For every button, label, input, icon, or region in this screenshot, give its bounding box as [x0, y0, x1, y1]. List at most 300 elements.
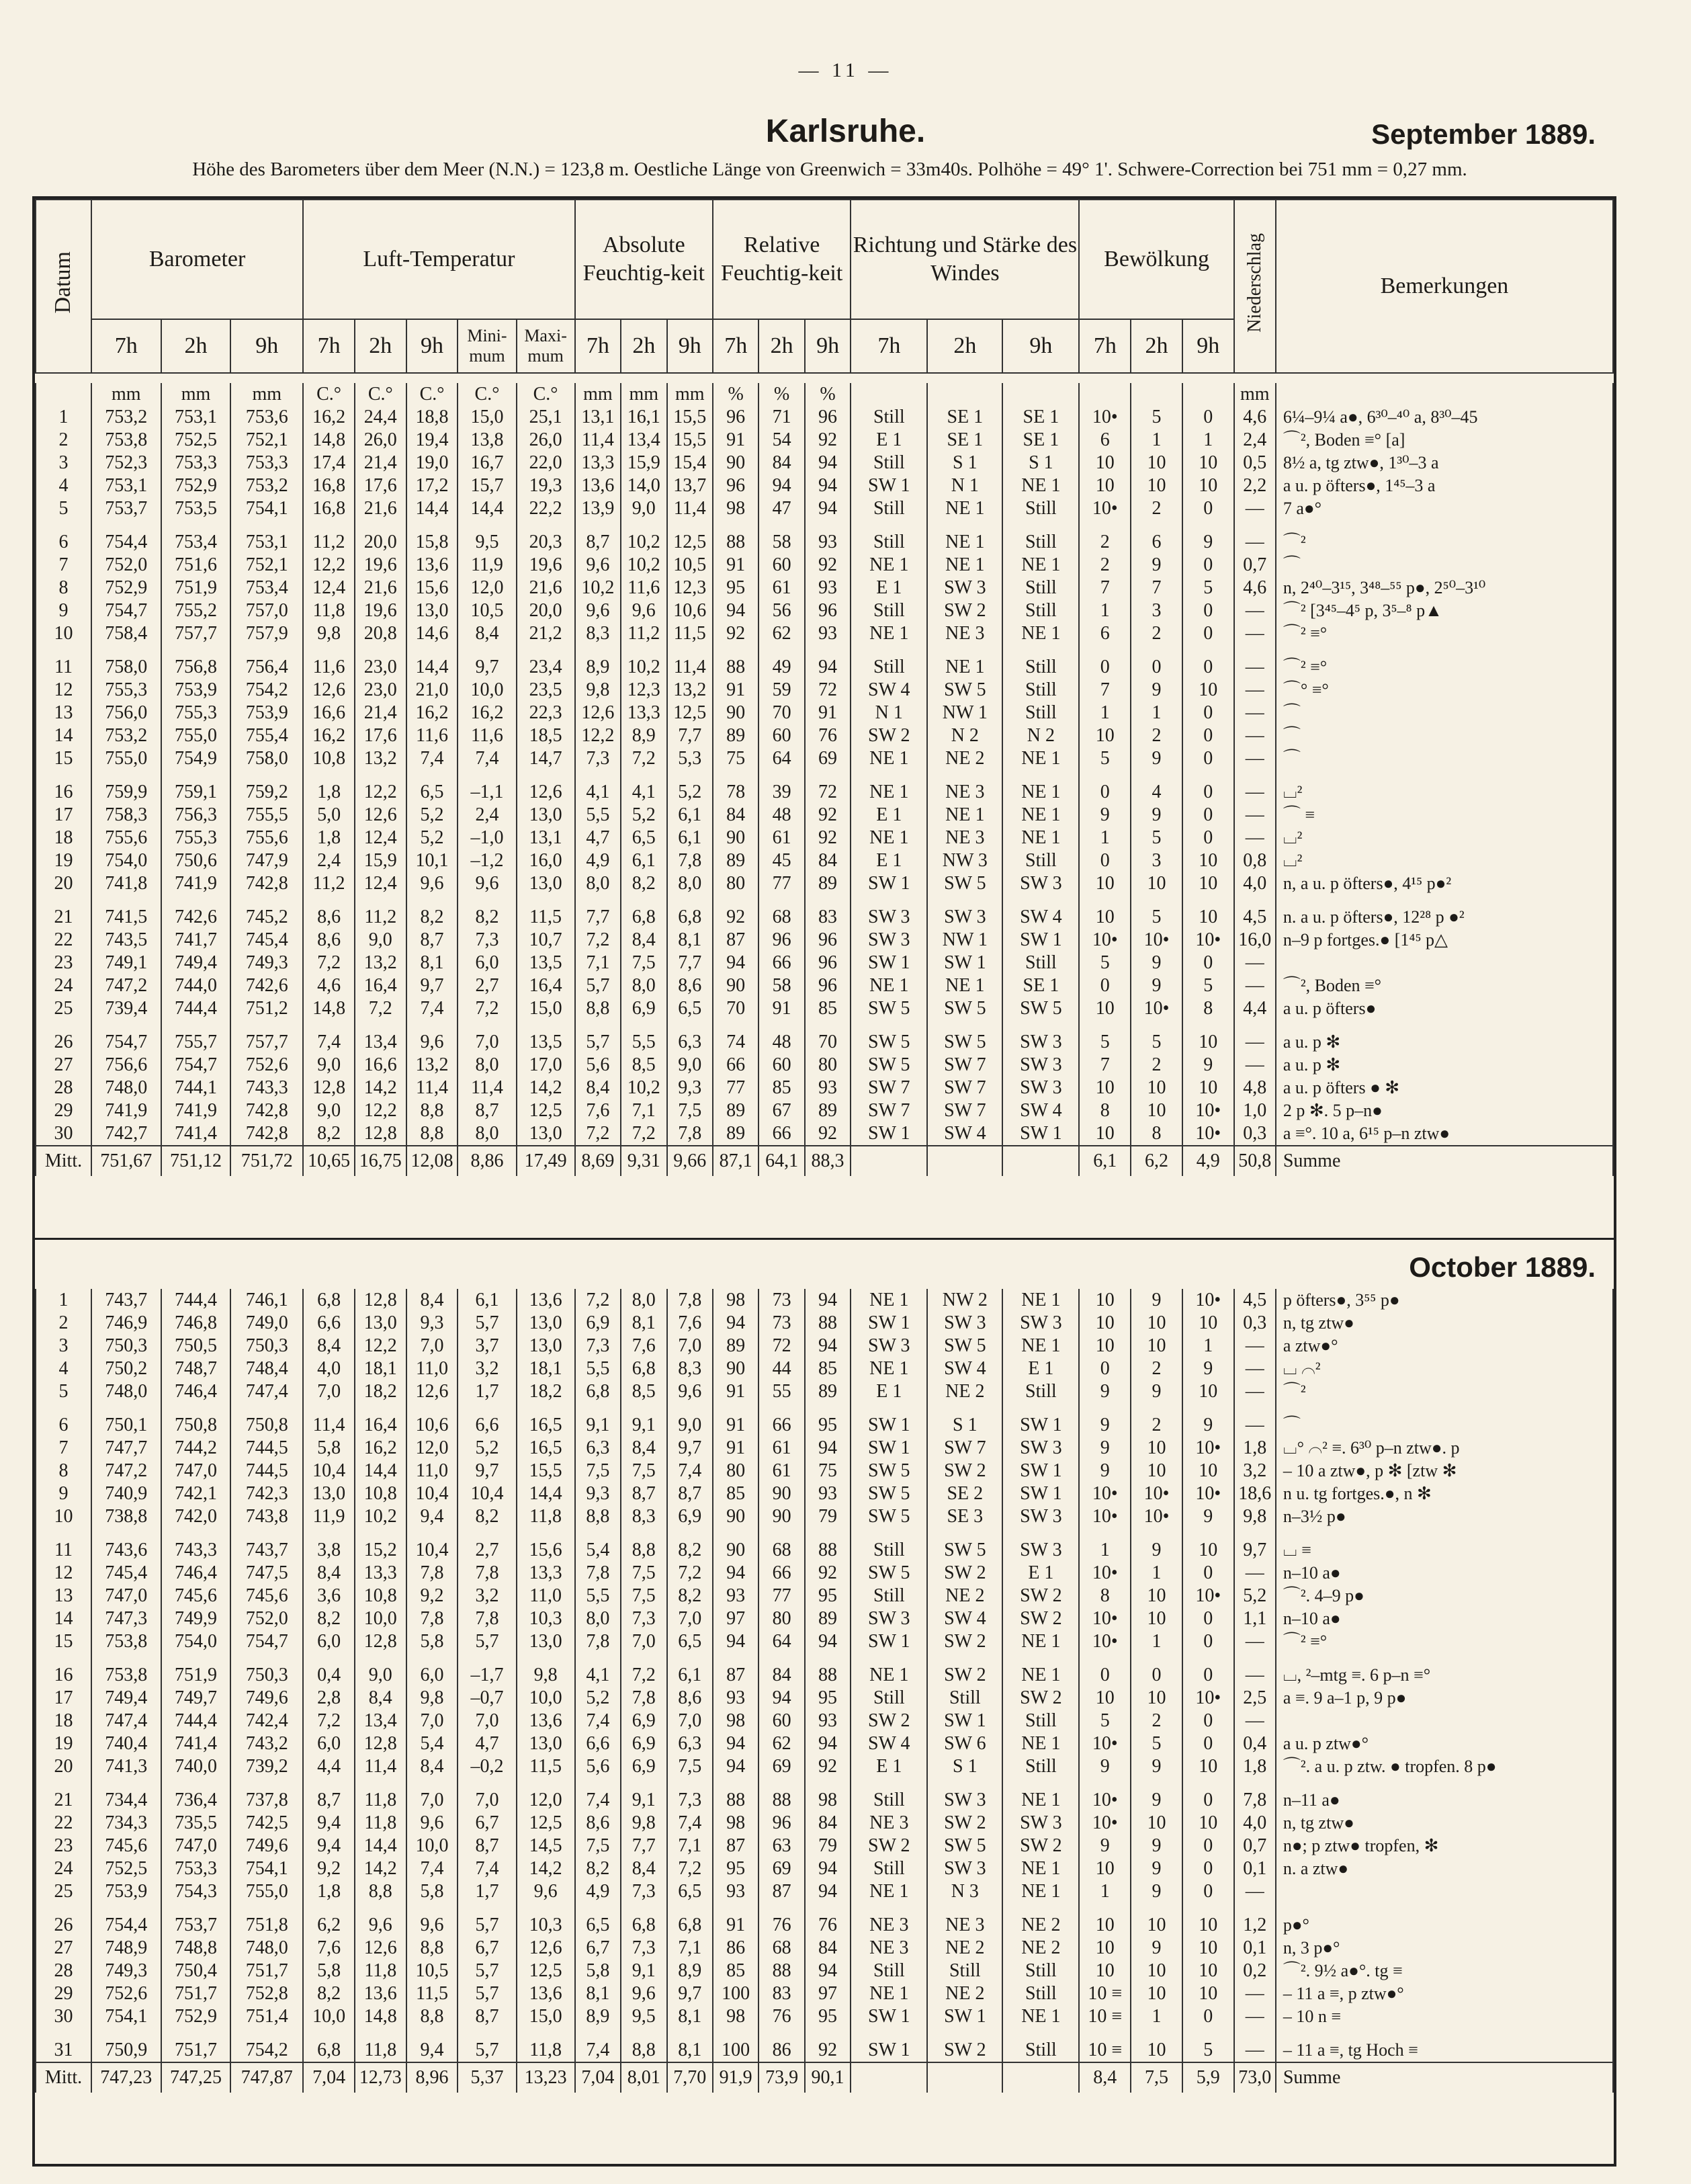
value-cell: 94 — [805, 1289, 851, 1312]
value-cell: 12,5 — [667, 531, 713, 554]
value-cell: 752,9 — [91, 577, 161, 599]
value-cell: 7,2 — [355, 997, 406, 1020]
gap-cell — [1002, 895, 1079, 906]
value-cell: 744,4 — [161, 1289, 231, 1312]
value-cell: 74 — [713, 1031, 758, 1054]
value-cell: — — [1234, 952, 1276, 974]
value-cell: 7 — [1079, 1054, 1131, 1077]
value-cell: 741,4 — [161, 1732, 231, 1755]
value-cell: S 1 — [927, 1414, 1002, 1437]
value-cell: 6 — [1079, 622, 1131, 645]
group-gap — [36, 1903, 1613, 1914]
value-cell: 754,7 — [91, 599, 161, 622]
value-cell: 12,6 — [355, 1937, 406, 1960]
gap-cell — [713, 1528, 758, 1539]
value-cell: 7,8 — [406, 1562, 458, 1585]
day-cell: 5 — [36, 497, 91, 520]
value-cell: 7,5 — [667, 1755, 713, 1778]
value-cell: 8,3 — [575, 622, 621, 645]
value-cell: 10• — [1182, 1289, 1234, 1312]
value-cell: 15,0 — [458, 406, 516, 429]
mean-cell: 8,4 — [1079, 2062, 1131, 2093]
gap-cell — [575, 1903, 621, 1914]
value-cell: 13,3 — [517, 1562, 575, 1585]
table-row — [36, 1482, 1613, 1505]
gap-cell — [1234, 1020, 1276, 1031]
value-cell: SW 7 — [927, 1437, 1002, 1460]
remarks-cell: n. a ztw● — [1276, 1857, 1613, 1880]
value-cell: 91 — [713, 554, 758, 577]
value-cell: 9,6 — [517, 1880, 575, 1903]
value-cell: 753,4 — [230, 577, 303, 599]
value-cell: SW 2 — [927, 1562, 1002, 1585]
gap-cell — [621, 1528, 666, 1539]
value-cell: NE 2 — [1002, 1914, 1079, 1937]
value-cell: 0,5 — [1234, 452, 1276, 474]
gap-cell — [1182, 1528, 1234, 1539]
table-row — [36, 702, 1613, 724]
value-cell: 12,4 — [355, 872, 406, 895]
value-cell: NE 1 — [1002, 827, 1079, 849]
value-cell: 7,2 — [667, 1857, 713, 1880]
value-cell: 92 — [805, 1755, 851, 1778]
value-cell: N 2 — [1002, 724, 1079, 747]
value-cell: SW 1 — [851, 474, 927, 497]
header-precipitation: Niederschlag — [1234, 200, 1276, 373]
value-cell: 11,5 — [406, 1982, 458, 2005]
remarks-cell: ⌒² ≡° — [1276, 1630, 1613, 1653]
remarks-cell: a ≡. 9 a–1 p, 9 p● — [1276, 1687, 1613, 1710]
mean-cell: 12,73 — [355, 2062, 406, 2093]
remarks-cell: n, a u. p öfters●, 4¹⁵ p●² — [1276, 872, 1613, 895]
value-cell: 8,4 — [355, 1687, 406, 1710]
gap-cell — [230, 1903, 303, 1914]
value-cell: 10 — [1182, 1031, 1234, 1054]
remarks-cell: ⌴° ⌒² ≡. 6³⁰ p–n ztw●. p — [1276, 1437, 1613, 1460]
value-cell: 4,1 — [575, 1664, 621, 1687]
value-cell: 94 — [713, 1562, 758, 1585]
value-cell: 747,3 — [91, 1607, 161, 1630]
value-cell: — — [1234, 497, 1276, 520]
value-cell: 85 — [713, 1960, 758, 1982]
value-cell: SW 2 — [851, 724, 927, 747]
value-cell: 61 — [758, 577, 804, 599]
value-cell: 92 — [713, 906, 758, 929]
value-cell: 0 — [1182, 554, 1234, 577]
value-cell: 11,4 — [575, 429, 621, 452]
value-cell: 7,3 — [458, 929, 516, 952]
gap-cell — [927, 520, 1002, 531]
value-cell: 19,6 — [517, 554, 575, 577]
value-cell: SE 1 — [927, 429, 1002, 452]
gap-cell — [621, 2028, 666, 2039]
day-cell: 19 — [36, 1732, 91, 1755]
value-cell: 757,7 — [161, 622, 231, 645]
value-cell: 753,1 — [230, 531, 303, 554]
gap-cell — [1276, 1403, 1613, 1414]
value-cell: 9 — [1131, 1755, 1182, 1778]
gap-cell — [758, 895, 804, 906]
value-cell: 13,6 — [517, 1982, 575, 2005]
value-cell: 96 — [805, 599, 851, 622]
value-cell: 7,8 — [575, 1562, 621, 1585]
value-cell: 0,7 — [1234, 1835, 1276, 1857]
value-cell: 6,5 — [575, 1914, 621, 1937]
gap-cell — [1182, 1653, 1234, 1664]
value-cell: 9,0 — [621, 497, 666, 520]
group-gap — [36, 2028, 1613, 2039]
value-cell: 0 — [1182, 1835, 1234, 1857]
gap-cell — [517, 770, 575, 781]
value-cell: 90 — [713, 1357, 758, 1380]
header-remarks: Bemerkungen — [1276, 200, 1613, 373]
value-cell: 16,5 — [517, 1414, 575, 1437]
value-cell: Still — [1002, 1380, 1079, 1403]
remarks-cell: – 10 a ztw●, p ✻ [ztw ✻ — [1276, 1460, 1613, 1482]
gap-cell — [406, 645, 458, 656]
value-cell: 72 — [758, 1335, 804, 1357]
value-cell: 15,9 — [621, 452, 666, 474]
gap-cell — [713, 1403, 758, 1414]
value-cell: 8,2 — [303, 1982, 355, 2005]
remarks-cell: a u. p ✻ — [1276, 1031, 1613, 1054]
value-cell: 11,6 — [406, 724, 458, 747]
value-cell: Still — [1002, 577, 1079, 599]
value-cell: 5 — [1131, 1031, 1182, 1054]
value-cell: 6,0 — [303, 1732, 355, 1755]
day-cell: 1 — [36, 406, 91, 429]
gap-cell — [517, 1778, 575, 1789]
value-cell: 0,1 — [1234, 1937, 1276, 1960]
gap-cell — [458, 1020, 516, 1031]
value-cell: 10,4 — [458, 1482, 516, 1505]
value-cell: 85 — [805, 1357, 851, 1380]
value-cell: Still — [851, 406, 927, 429]
value-cell: 751,9 — [161, 577, 231, 599]
value-cell: Still — [1002, 679, 1079, 702]
remarks-cell: ⌴ ≡ — [1276, 1539, 1613, 1562]
value-cell: 10• — [1079, 1789, 1131, 1812]
value-cell: 10 — [1131, 1437, 1182, 1460]
value-cell: 21,4 — [355, 702, 406, 724]
value-cell: 84 — [805, 849, 851, 872]
value-cell: 0 — [1182, 804, 1234, 827]
value-cell: 8,6 — [303, 929, 355, 952]
value-cell: 48 — [758, 804, 804, 827]
sum-label: Summe — [1276, 2062, 1613, 2093]
value-cell: 7,6 — [621, 1335, 666, 1357]
value-cell: 12,5 — [517, 1099, 575, 1122]
table-row — [36, 554, 1613, 577]
value-cell: 13,3 — [575, 452, 621, 474]
gap-cell — [1234, 770, 1276, 781]
value-cell: 66 — [758, 1122, 804, 1146]
value-cell: 79 — [805, 1505, 851, 1528]
value-cell: 747,4 — [230, 1380, 303, 1403]
value-cell: 8,0 — [621, 1289, 666, 1312]
value-cell: 4,0 — [1234, 1812, 1276, 1835]
value-cell: 8,1 — [667, 2039, 713, 2062]
gap-cell — [1079, 2028, 1131, 2039]
value-cell: 94 — [805, 474, 851, 497]
gap-cell — [91, 1403, 161, 1414]
value-cell: 6,8 — [621, 1914, 666, 1937]
header-cloudiness: Bewölkung — [1079, 200, 1233, 319]
table-row — [36, 929, 1613, 952]
gap-cell — [713, 770, 758, 781]
gap-cell — [1079, 1403, 1131, 1414]
value-cell: 84 — [758, 1664, 804, 1687]
value-cell: 10 — [1131, 1812, 1182, 1835]
value-cell: 79 — [805, 1835, 851, 1857]
value-cell: 5,2 — [667, 781, 713, 804]
value-cell: N 2 — [927, 724, 1002, 747]
value-cell: 7,2 — [303, 1710, 355, 1732]
day-cell: 10 — [36, 1505, 91, 1528]
value-cell: 747,7 — [91, 1437, 161, 1460]
gap-cell — [161, 895, 231, 906]
group-gap — [36, 1020, 1613, 1031]
value-cell: — — [1234, 2039, 1276, 2062]
remarks-cell: n, 3 p●° — [1276, 1937, 1613, 1960]
gap-cell — [517, 645, 575, 656]
value-cell: 18,6 — [1234, 1482, 1276, 1505]
gap-cell — [1131, 520, 1182, 531]
value-cell: 88 — [758, 1960, 804, 1982]
value-cell: 14,8 — [303, 429, 355, 452]
value-cell: SW 5 — [927, 997, 1002, 1020]
mean-cell: 751,72 — [230, 1146, 303, 1176]
value-cell: 742,8 — [230, 1099, 303, 1122]
remarks-cell: ⌒ — [1276, 702, 1613, 724]
value-cell: 10,8 — [355, 1482, 406, 1505]
header-datum: Datum — [36, 200, 91, 373]
table-row — [36, 1982, 1613, 2005]
table-row — [36, 2005, 1613, 2028]
value-cell: 750,4 — [161, 1960, 231, 1982]
value-cell: 10 — [1079, 452, 1131, 474]
table-row — [36, 1914, 1613, 1937]
day-cell: 22 — [36, 1812, 91, 1835]
gap-cell — [36, 1903, 91, 1914]
value-cell: NE 1 — [1002, 2005, 1079, 2028]
gap-cell — [758, 1903, 804, 1914]
gap-cell — [927, 1653, 1002, 1664]
value-cell: 7,4 — [458, 1857, 516, 1880]
value-cell: 93 — [805, 1710, 851, 1732]
table-row — [36, 1437, 1613, 1460]
value-cell: 8,0 — [575, 1607, 621, 1630]
gap-cell — [1131, 1903, 1182, 1914]
value-cell: 9,1 — [575, 1414, 621, 1437]
value-cell: 12,8 — [303, 1077, 355, 1099]
value-cell: 10,5 — [667, 554, 713, 577]
value-cell: 19,3 — [517, 474, 575, 497]
value-cell: SW 3 — [927, 1789, 1002, 1812]
gap-cell — [713, 1653, 758, 1664]
mean-cell: 8,86 — [458, 1146, 516, 1176]
unit-cell: C.° — [406, 383, 458, 406]
value-cell: 11,5 — [667, 622, 713, 645]
mean-cell: 73,0 — [1234, 2062, 1276, 2093]
value-cell: 748,4 — [230, 1357, 303, 1380]
value-cell: 6,8 — [303, 2039, 355, 2062]
value-cell: 9 — [1079, 1755, 1131, 1778]
value-cell: 10,1 — [406, 849, 458, 872]
day-cell: 17 — [36, 1687, 91, 1710]
value-cell: 16,6 — [355, 1054, 406, 1077]
gap-cell — [1276, 520, 1613, 531]
mean-cell: 17,49 — [517, 1146, 575, 1176]
value-cell: 14,4 — [458, 497, 516, 520]
value-cell: 5,8 — [406, 1630, 458, 1653]
value-cell: 8,4 — [303, 1335, 355, 1357]
value-cell: –1,2 — [458, 849, 516, 872]
value-cell: 11,4 — [303, 1414, 355, 1437]
value-cell: 7,4 — [406, 1857, 458, 1880]
value-cell: 12,2 — [355, 1335, 406, 1357]
value-cell: 10,5 — [406, 1960, 458, 1982]
value-cell: 5,5 — [621, 1031, 666, 1054]
gap-cell — [575, 1403, 621, 1414]
gap-cell — [230, 770, 303, 781]
gap-cell — [458, 1403, 516, 1414]
value-cell: 741,3 — [91, 1755, 161, 1778]
value-cell: 742,8 — [230, 1122, 303, 1146]
value-cell: 8,1 — [621, 1312, 666, 1335]
remarks-cell: ⌴, ²–mtg ≡. 6 p–n ≡° — [1276, 1664, 1613, 1687]
value-cell: 8,9 — [575, 2005, 621, 2028]
value-cell: 745,4 — [91, 1562, 161, 1585]
value-cell: 95 — [805, 1414, 851, 1437]
value-cell: 5 — [1131, 1732, 1182, 1755]
value-cell: 735,5 — [161, 1812, 231, 1835]
page-number: — 11 — — [798, 59, 893, 81]
value-cell: SW 1 — [851, 2039, 927, 2062]
value-cell: 745,2 — [230, 906, 303, 929]
value-cell: 0,2 — [1234, 1960, 1276, 1982]
value-cell: 743,5 — [91, 929, 161, 952]
value-cell: 9,4 — [303, 1835, 355, 1857]
value-cell: 94 — [805, 1437, 851, 1460]
value-cell: 26,0 — [517, 429, 575, 452]
value-cell: 67 — [758, 1099, 804, 1122]
gap-cell — [161, 1903, 231, 1914]
value-cell: 85 — [758, 1077, 804, 1099]
value-cell: 21,4 — [355, 452, 406, 474]
value-cell: 750,1 — [91, 1414, 161, 1437]
value-cell: 5,6 — [575, 1755, 621, 1778]
gap-cell — [1234, 895, 1276, 906]
value-cell: 742,3 — [230, 1482, 303, 1505]
value-cell: 4,0 — [1234, 872, 1276, 895]
table-row — [36, 1710, 1613, 1732]
value-cell: 741,7 — [161, 929, 231, 952]
value-cell: 0 — [1182, 1630, 1234, 1653]
value-cell: 9 — [1131, 1880, 1182, 1903]
day-cell: 7 — [36, 1437, 91, 1460]
mean-row — [36, 1146, 1613, 1176]
value-cell: 9,6 — [621, 599, 666, 622]
value-cell: 11,4 — [458, 1077, 516, 1099]
mean-cell: 13,23 — [517, 2062, 575, 2093]
table-row — [36, 1054, 1613, 1077]
mean-cell: 6,1 — [1079, 1146, 1131, 1176]
value-cell: SW 2 — [851, 1835, 927, 1857]
value-cell: 6,8 — [303, 1289, 355, 1312]
value-cell: 94 — [805, 1335, 851, 1357]
unit-cell: C.° — [517, 383, 575, 406]
value-cell: SW 1 — [1002, 1414, 1079, 1437]
gap-cell — [1276, 1778, 1613, 1789]
value-cell: 10 — [1131, 1099, 1182, 1122]
gap-cell — [161, 1778, 231, 1789]
value-cell: 753,8 — [91, 1664, 161, 1687]
value-cell: 8,6 — [303, 906, 355, 929]
remarks-cell: n●; p ztw● tropfen, ✻ — [1276, 1835, 1613, 1857]
value-cell: 15,0 — [517, 2005, 575, 2028]
day-cell: 23 — [36, 952, 91, 974]
remarks-cell — [1276, 1880, 1613, 1903]
unit-cell: mm — [1234, 383, 1276, 406]
value-cell: 6,9 — [621, 997, 666, 1020]
mean-cell: 16,75 — [355, 1146, 406, 1176]
value-cell: 8,8 — [355, 1880, 406, 1903]
subheader-9h: 9h — [805, 319, 851, 373]
value-cell: NE 1 — [1002, 474, 1079, 497]
value-cell: 87 — [713, 929, 758, 952]
day-cell: 7 — [36, 554, 91, 577]
value-cell: 14,4 — [406, 497, 458, 520]
mean-cell — [851, 2062, 927, 2093]
value-cell: 12,6 — [303, 679, 355, 702]
value-cell: 10 — [1131, 452, 1182, 474]
value-cell: 8,2 — [667, 1539, 713, 1562]
day-cell: 25 — [36, 1880, 91, 1903]
value-cell: 98 — [713, 1710, 758, 1732]
value-cell: 10 — [1131, 1687, 1182, 1710]
value-cell: 744,1 — [161, 1077, 231, 1099]
value-cell: 757,0 — [230, 599, 303, 622]
value-cell: 743,3 — [161, 1539, 231, 1562]
gap-cell — [161, 770, 231, 781]
group-gap — [36, 645, 1613, 656]
value-cell: 5,5 — [575, 1585, 621, 1607]
value-cell: 8,2 — [303, 1122, 355, 1146]
value-cell: 1,8 — [1234, 1755, 1276, 1778]
value-cell: 10• — [1182, 1122, 1234, 1146]
value-cell: 90 — [713, 452, 758, 474]
value-cell: 10• — [1079, 1505, 1131, 1528]
value-cell: 749,3 — [230, 952, 303, 974]
value-cell: 750,5 — [161, 1335, 231, 1357]
value-cell: NE 3 — [927, 1914, 1002, 1937]
gap-cell — [805, 770, 851, 781]
value-cell: 752,9 — [161, 474, 231, 497]
mean-cell: 747,23 — [91, 2062, 161, 2093]
day-cell: 13 — [36, 702, 91, 724]
day-cell: 24 — [36, 1857, 91, 1880]
value-cell: 750,8 — [230, 1414, 303, 1437]
value-cell: 8,5 — [621, 1380, 666, 1403]
value-cell: SW 1 — [1002, 1460, 1079, 1482]
value-cell: 9,6 — [458, 872, 516, 895]
value-cell: SW 1 — [927, 1710, 1002, 1732]
remarks-cell: n u. tg fortges.●, n ✻ — [1276, 1482, 1613, 1505]
value-cell: — — [1234, 1664, 1276, 1687]
subheader-7h: 7h — [713, 319, 758, 373]
gap-cell — [355, 2028, 406, 2039]
